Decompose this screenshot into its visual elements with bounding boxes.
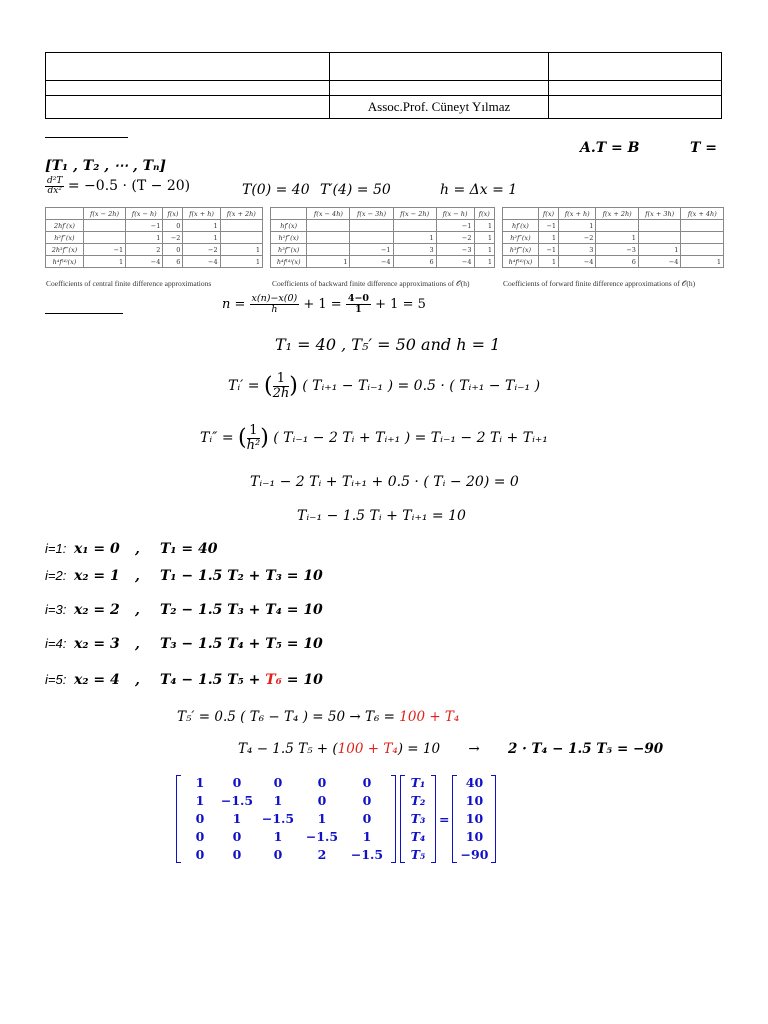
table-cell: 1: [474, 232, 494, 244]
ghost-node-term: T₆: [265, 672, 282, 688]
matrix-entry: 0: [232, 847, 242, 862]
section-rule: [45, 137, 128, 138]
unknown-entry: T₃: [410, 811, 426, 826]
table-cell: −1: [436, 220, 474, 232]
table-cell: f(x): [163, 208, 183, 220]
table-cell: −1: [83, 244, 125, 256]
table-cell: f(x − 2h): [83, 208, 125, 220]
table-cell: 2hf′(x): [46, 220, 84, 232]
table-cell: [681, 220, 724, 232]
unknown-entry: T₂: [410, 793, 426, 808]
rhs-vector: [457, 775, 491, 863]
n-equation: n = $\frac{x(n)-x(0)}{h}$ + 1 = $\frac{4-0}{1}$ + 1 = 5: [222, 293, 426, 315]
table-cell: h⁴f⁽⁴⁾(x): [271, 256, 307, 268]
table-cell: f(x − 3h): [350, 208, 393, 220]
table-cell: 6: [163, 256, 183, 268]
node-row-4: i=4: x₂ = 3 , T₃ − 1.5 T₄ + T₅ = 10: [45, 636, 323, 652]
ode-rhs: = −0.5 · (T − 20): [67, 178, 191, 195]
ode-derivative-fraction: $\frac{\text{d²T}}{\text{dx²}}$: [47, 176, 63, 197]
backward-table-caption: Coefficients of backward finite difference approximations of 𝒪(h): [272, 279, 470, 288]
table-cell: [271, 208, 307, 220]
matrix-entry: 0: [317, 775, 327, 790]
matrix-entry: 2: [317, 847, 327, 862]
table-cell: −4: [350, 256, 393, 268]
table-cell: [307, 244, 350, 256]
table-cell: f(x + 2h): [596, 208, 639, 220]
table-cell: hf′(x): [503, 220, 539, 232]
table-cell: f(x + h): [183, 208, 220, 220]
table-cell: −1: [538, 220, 558, 232]
n-tail: + 1 = 5: [375, 296, 426, 312]
t-equals: T =: [690, 140, 718, 156]
table-cell: hf′(x): [271, 220, 307, 232]
table-cell: f(x): [474, 208, 494, 220]
matrix-entry: 0: [195, 847, 205, 862]
node-row-3: i=3: x₂ = 2 , T₂ − 1.5 T₃ + T₄ = 10: [45, 602, 323, 618]
n-label: n =: [222, 296, 246, 312]
matrix-entry: 0: [317, 793, 327, 808]
matrix-entry: 0: [273, 775, 283, 790]
table-header-row: [46, 208, 263, 220]
table-cell: 1: [126, 232, 163, 244]
table-cell: [681, 244, 724, 256]
table-cell: −2: [163, 232, 183, 244]
matrix-entry: −1.5: [350, 847, 384, 862]
table-cell: h²f″(x): [503, 232, 539, 244]
matrix-entry: −1.5: [261, 811, 295, 826]
forward-table-caption: Coefficients of forward finite difference approximations of 𝒪(h): [503, 279, 696, 288]
table-cell: h³f‴(x): [503, 244, 539, 256]
table-cell: 2h³f‴(x): [46, 244, 84, 256]
table-cell: 1: [474, 244, 494, 256]
table-cell: f(x + 3h): [638, 208, 681, 220]
table-cell: −4: [126, 256, 163, 268]
table-cell: 1: [474, 220, 494, 232]
table-cell: f(x + 4h): [681, 208, 724, 220]
table-cell: f(x − 2h): [393, 208, 436, 220]
boundary-condition-1: T(0) = 40: [242, 182, 310, 198]
table-cell: h³f‴(x): [271, 244, 307, 256]
matrix-entry: −1.5: [220, 793, 254, 808]
first-derivative-rhs: ( Tᵢ₊₁ − Tᵢ₋₁ ) = 0.5 · ( Tᵢ₊₁ − Tᵢ₋₁ ): [302, 378, 541, 395]
central-difference-table: [45, 207, 263, 268]
table-cell: 1: [681, 256, 724, 268]
table-cell: h²f″(x): [271, 232, 307, 244]
table-cell: [83, 220, 125, 232]
table-cell: h²f″(x): [46, 232, 84, 244]
unknown-entry: T₅: [410, 847, 426, 862]
vector-b-right-bracket: [491, 775, 496, 863]
table-row: [503, 256, 724, 268]
discretized-equation: Tᵢ₋₁ − 2 Tᵢ + Tᵢ₊₁ + 0.5 · ( Tᵢ − 20) = 0: [250, 474, 519, 490]
table-cell: −4: [559, 256, 596, 268]
author-name: Assoc.Prof. Cüneyt Yılmaz: [330, 96, 549, 119]
table-cell: [307, 220, 350, 232]
table-cell: [638, 220, 681, 232]
table-cell: h⁴f⁽⁴⁾(x): [503, 256, 539, 268]
table-cell: [350, 232, 393, 244]
table-row: [271, 256, 495, 268]
matrix-entry: 1: [195, 775, 205, 790]
n-values-fraction: $\frac{4-0}{1}$: [347, 293, 370, 315]
matrix-entry: 0: [195, 811, 205, 826]
table-cell: [638, 232, 681, 244]
system-form: A.T = B: [580, 140, 640, 156]
unknown-vector: [405, 775, 431, 863]
ghost-node-value: 100 + T₄: [399, 709, 460, 725]
table-cell: [46, 208, 84, 220]
table-cell: −4: [638, 256, 681, 268]
table-cell: 6: [596, 256, 639, 268]
rhs-entry: 10: [465, 829, 484, 844]
table-cell: 1: [183, 232, 220, 244]
ghost-node-derivation: T₅′ = 0.5 ( T₆ − T₄ ) = 50 → T₆ = 100 + T₄: [177, 709, 460, 725]
table-cell: [350, 220, 393, 232]
table-cell: 1: [83, 256, 125, 268]
table-cell: 1: [638, 244, 681, 256]
matrix-entry: 0: [273, 847, 283, 862]
header-table: [45, 52, 722, 119]
matrix-system: [176, 775, 496, 863]
unknown-entry: T₄: [410, 829, 426, 844]
matrix-entry: 0: [195, 829, 205, 844]
first-derivative: Tᵢ′ = ( $\frac{1}{2h}$ ) ( Tᵢ₊₁ − Tᵢ₋₁ ) = 0.5 · ( Tᵢ₊₁ − Tᵢ₋₁ ): [228, 371, 541, 401]
table-row: [46, 256, 263, 268]
table-row: [46, 232, 263, 244]
table-cell: −3: [436, 244, 474, 256]
table-row: [46, 244, 263, 256]
table-cell: −1: [538, 244, 558, 256]
boundary-equation: 2 · T₄ − 1.5 T₅ = −90: [507, 741, 664, 757]
known-values: T₁ = 40 , T₅′ = 50 and h = 1: [275, 335, 501, 354]
table-cell: 1: [220, 256, 262, 268]
table-cell: −4: [436, 256, 474, 268]
table-cell: f(x + h): [559, 208, 596, 220]
table-cell: −1: [350, 244, 393, 256]
matrix-entry: 1: [273, 793, 283, 808]
matrix-entry: 0: [362, 793, 372, 808]
table-cell: [393, 220, 436, 232]
table-cell: −2: [436, 232, 474, 244]
table-header-row: [503, 208, 724, 220]
table-cell: 6: [393, 256, 436, 268]
table-cell: −2: [559, 232, 596, 244]
matrix-entry: 1: [273, 829, 283, 844]
table-cell: [596, 220, 639, 232]
table-cell: [220, 220, 262, 232]
table-cell: 1: [559, 220, 596, 232]
table-cell: 2: [126, 244, 163, 256]
table-cell: −3: [596, 244, 639, 256]
table-cell: 1: [307, 256, 350, 268]
table-cell: f(x − 4h): [307, 208, 350, 220]
rhs-entry: 40: [465, 775, 484, 790]
table-cell: 0: [163, 244, 183, 256]
table-cell: [681, 232, 724, 244]
table-cell: [220, 232, 262, 244]
table-row: [271, 232, 495, 244]
solution-rule: [45, 313, 123, 314]
table-cell: 1: [393, 232, 436, 244]
table-cell: −1: [126, 220, 163, 232]
table-cell: f(x − h): [436, 208, 474, 220]
table-cell: 1: [220, 244, 262, 256]
matrix-entry: 1: [232, 811, 242, 826]
table-cell: −4: [183, 256, 220, 268]
table-cell: [307, 232, 350, 244]
table-cell: f(x): [538, 208, 558, 220]
simplified-equation: Tᵢ₋₁ − 1.5 Tᵢ + Tᵢ₊₁ = 10: [297, 508, 466, 524]
table-cell: h⁴f⁽⁴⁾(x): [46, 256, 84, 268]
matrix-entry: −1.5: [305, 829, 339, 844]
ghost-node-substitution: T₄ − 1.5 T₅ + (100 + T₄) = 10 → 2 · T₄ − 1.5 T₅ = −90: [238, 741, 664, 757]
table-cell: 0: [163, 220, 183, 232]
table-cell: 3: [559, 244, 596, 256]
table-row: [271, 244, 495, 256]
matrix-entry: 1: [362, 829, 372, 844]
rhs-entry: −90: [460, 847, 489, 862]
t-vector: [T₁ , T₂ , ⋯ , Tₙ]: [45, 158, 167, 174]
coefficient-matrix: [181, 775, 391, 863]
rhs-entry: 10: [465, 811, 484, 826]
table-cell: [83, 232, 125, 244]
matrix-entry: 1: [195, 793, 205, 808]
table-row: [503, 232, 724, 244]
second-derivative-rhs: ( Tᵢ₋₁ − 2 Tᵢ + Tᵢ₊₁ ) = Tᵢ₋₁ − 2 Tᵢ + Tᵢ₊₁: [273, 430, 548, 447]
second-derivative: Tᵢ″ = ( $\frac{1}{\text{h²}}$ ) ( Tᵢ₋₁ − 2 Tᵢ + Tᵢ₊₁ ) = Tᵢ₋₁ − 2 Tᵢ + Tᵢ₊₁: [200, 423, 548, 453]
arrow: →: [468, 741, 480, 757]
table-row: [503, 220, 724, 232]
forward-difference-table: [502, 207, 724, 268]
node-row-1: i=1: x₁ = 0 , T₁ = 40: [45, 541, 218, 557]
table-row: [503, 244, 724, 256]
table-cell: f(x − h): [126, 208, 163, 220]
matrix-entry: 0: [232, 829, 242, 844]
matrix-entry: 1: [317, 811, 327, 826]
table-cell: 1: [538, 232, 558, 244]
rhs-entry: 10: [465, 793, 484, 808]
ode: [45, 177, 190, 197]
table-cell: f(x + 2h): [220, 208, 262, 220]
node-row-5: i=5: x₂ = 4 , T₄ − 1.5 T₅ + T₆ = 10: [45, 672, 323, 688]
unknown-entry: T₁: [410, 775, 426, 790]
backward-difference-table: [270, 207, 495, 268]
n-fraction: $\frac{x(n)-x(0)}{h}$: [251, 293, 298, 315]
matrix-equals: =: [439, 811, 450, 827]
table-cell: 1: [474, 256, 494, 268]
table-cell: 1: [183, 220, 220, 232]
central-table-caption: Coefficients of central finite difference approximations: [46, 279, 212, 288]
table-cell: 1: [596, 232, 639, 244]
matrix-entry: 0: [362, 775, 372, 790]
table-cell: −2: [183, 244, 220, 256]
table-row: [271, 220, 495, 232]
boundary-condition-2: T′(4) = 50: [320, 182, 391, 198]
table-header-row: [271, 208, 495, 220]
matrix-entry: 0: [362, 811, 372, 826]
matrix-entry: 0: [232, 775, 242, 790]
table-cell: 3: [393, 244, 436, 256]
table-cell: [503, 208, 539, 220]
table-row: [46, 220, 263, 232]
table-cell: 1: [538, 256, 558, 268]
step-size: h = Δx = 1: [440, 182, 518, 198]
matrix-a-right-bracket: [391, 775, 396, 863]
node-row-2: i=2: x₂ = 1 , T₁ − 1.5 T₂ + T₃ = 10: [45, 568, 323, 584]
